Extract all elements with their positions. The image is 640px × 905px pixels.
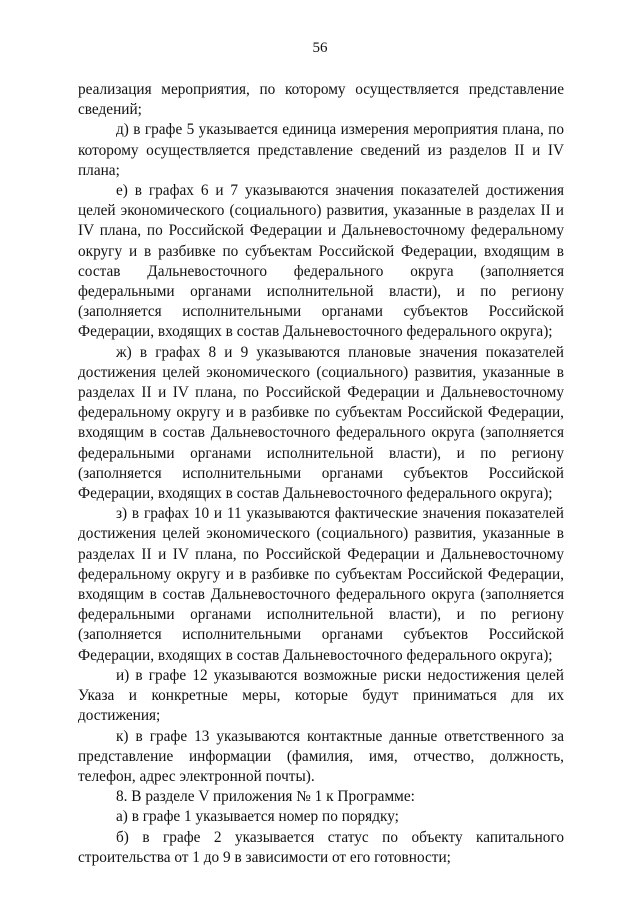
paragraph-item-a: а) в графе 1 указывается номер по порядку; (116, 808, 399, 826)
document-body (78, 80, 564, 868)
paragraph-item-d: д) в графе 5 указывается единица измерения мероприятия плана, по которому осуществляется представление сведений из разделов II и IV плана; (78, 121, 564, 179)
paragraph-continuation: реализация мероприятия, по которому осуществляется представление сведений; (78, 81, 564, 119)
page-number: 56 (312, 40, 328, 56)
paragraph-item-b: б) в графе 2 указывается статус по объекту капитального строительства от 1 до 9 в зависимости от его готовности; (78, 828, 564, 866)
paragraph-item-z: з) в графах 10 и 11 указываются фактические значения показателей достижения целей экономического (социального) развития, указанные в разделах II и IV плана, по Российской Федерации и Дальневосточному федеральному округу и в разбивке по субъектам Российской Федерации, входящим в состав Дальневосточного федерального округа (заполняется федеральными органами исполнительной власти), и по региону (заполняется исполнительными органами субъектов Российской Федерации, входящих в состав Дальневосточного федерального округа); (78, 505, 564, 664)
paragraph-item-k: к) в графе 13 указываются контактные данные ответственного за представление информации (фамилия, имя, отчество, должность, телефон, адрес электронной почты). (78, 727, 564, 785)
paragraph-item-i: и) в графе 12 указываются возможные риски недостижения целей Указа и конкретные меры, которые будут приниматься для их достижения; (78, 666, 564, 725)
paragraph-section-8: 8. В разделе V приложения № 1 к Программе: (116, 788, 415, 806)
paragraph-item-zh: ж) в графах 8 и 9 указываются плановые значения показателей достижения целей экономического (социального) развития, указанные в разделах II и IV плана, по Российской Федерации и Дальневосточному федеральному округу и в разбивке по субъектам Российской Федерации, входящим в состав Дальневосточного федерального округа (заполняется федеральными органами исполнительной власти), и по региону (заполняется исполнительными органами субъектов Российской Федерации, входящих в состав Дальневосточного федерального округа); (78, 343, 564, 503)
paragraph-item-e: е) в графах 6 и 7 указываются значения показателей достижения целей экономического (социального) развития, указанные в разделах II и IV плана, по Российской Федерации и Дальневосточному федеральному округу и в разбивке по субъектам Российской Федерации, входящим в состав Дальневосточного федерального округа (заполняется федеральными органами исполнительной власти), и по региону (заполняется исполнительными органами субъектов Российской Федерации, входящих в состав Дальневосточного федерального округа); (78, 182, 564, 341)
